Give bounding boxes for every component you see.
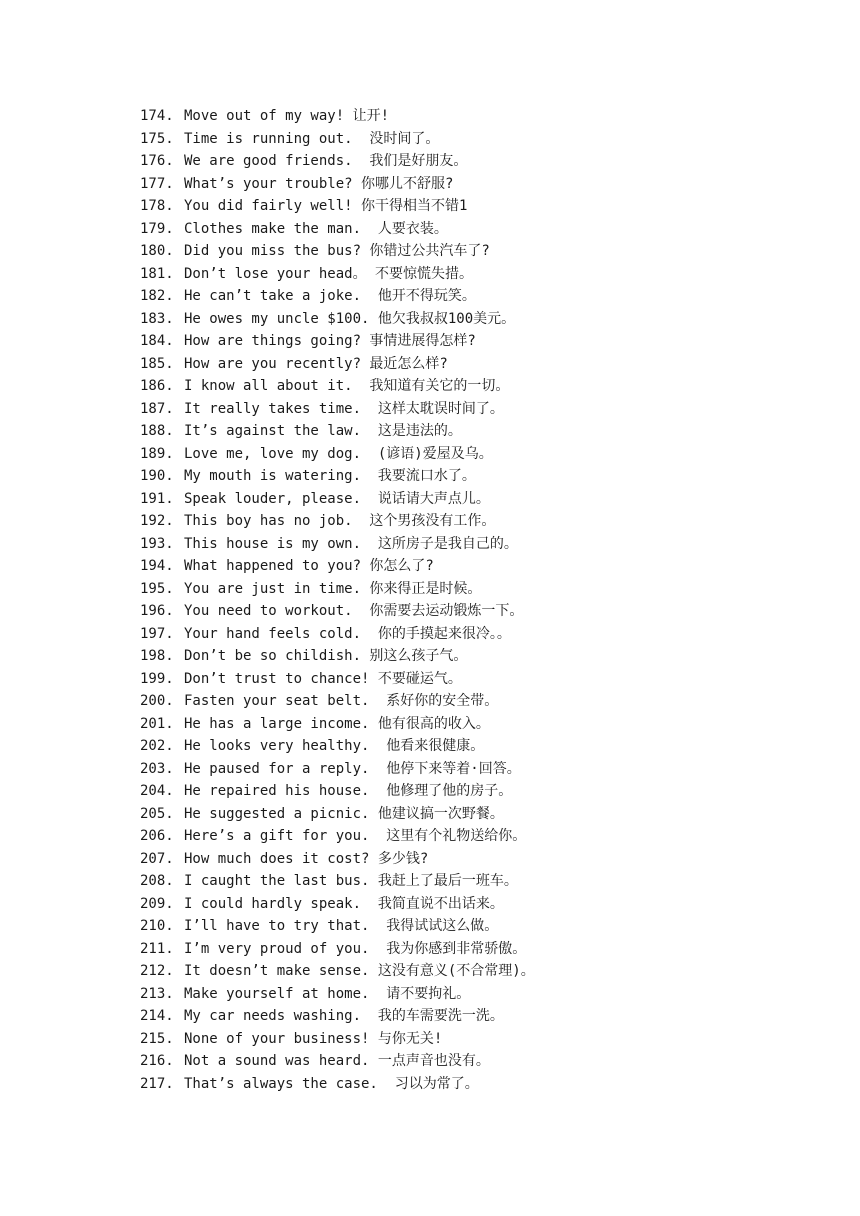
entry-text: Don’t lose your head。 不要惊慌失措。: [184, 265, 474, 282]
phrase-entry: [140, 938, 535, 961]
phrase-entry: [140, 128, 535, 151]
entry-text: Move out of my way! 让开!: [184, 108, 390, 124]
entry-number: 189.: [140, 445, 174, 462]
entry-number: 198.: [140, 648, 174, 664]
entry-number: 205.: [140, 805, 174, 822]
entry-number: 177.: [140, 175, 174, 192]
entry-number: 212.: [140, 963, 174, 979]
entry-number: 193.: [140, 535, 174, 552]
phrase-entry: [140, 263, 535, 286]
entry-number: 187.: [140, 400, 174, 417]
entry-text: Make yourself at home. 请不要拘礼。: [184, 985, 471, 1002]
entry-text: What happened to you? 你怎么了?: [184, 558, 434, 574]
phrase-entry: [140, 375, 535, 398]
entry-number: 185.: [140, 355, 174, 372]
entry-number: 213.: [140, 985, 174, 1002]
entry-number: 199.: [140, 670, 174, 687]
entry-text: This house is my own. 这所房子是我自己的。: [184, 535, 518, 552]
phrase-entry: [140, 825, 535, 848]
entry-number: 203.: [140, 760, 174, 777]
entry-number: 216.: [140, 1053, 174, 1069]
phrase-entry: [140, 173, 535, 196]
entry-number: 183.: [140, 310, 174, 327]
entry-number: 188.: [140, 423, 174, 439]
entry-number: 215.: [140, 1030, 174, 1047]
entry-text: We are good friends. 我们是好朋友。: [184, 153, 468, 169]
entry-number: 184.: [140, 333, 174, 349]
phrase-entry: [140, 668, 535, 691]
entry-text: Fasten your seat belt. 系好你的安全带。: [184, 693, 499, 709]
entry-text: He looks very healthy. 他看来很健康。: [184, 738, 485, 754]
entry-number: 214.: [140, 1008, 174, 1024]
entry-text: It’s against the law. 这是违法的。: [184, 423, 462, 439]
phrase-entry: [140, 690, 535, 713]
phrase-entry: [140, 1050, 535, 1073]
entry-number: 175.: [140, 130, 174, 147]
phrase-entry: [140, 420, 535, 443]
entry-text: I’m very proud of you. 我为你感到非常骄傲。: [184, 940, 527, 957]
phrase-entry: [140, 510, 535, 533]
entry-text: He can’t take a joke. 他开不得玩笑。: [184, 288, 476, 304]
entry-text: It doesn’t make sense. 这没有意义(不合常理)。: [184, 963, 535, 979]
entry-text: He has a large income. 他有很高的收入。: [184, 715, 490, 732]
entry-number: 200.: [140, 693, 174, 709]
phrase-entry: [140, 488, 535, 511]
entry-text: That’s always the case. 习以为常了。: [184, 1075, 479, 1092]
phrase-entry: [140, 645, 535, 668]
phrase-entry: [140, 758, 535, 781]
entry-text: Love me, love my dog. (谚语)爱屋及乌。: [184, 445, 493, 462]
entry-number: 196.: [140, 603, 174, 619]
phrase-entry: [140, 578, 535, 601]
entry-number: 208.: [140, 873, 174, 889]
entry-text: What’s your trouble? 你哪儿不舒服?: [184, 175, 454, 192]
entry-number: 192.: [140, 513, 174, 529]
phrase-entry: [140, 533, 535, 556]
phrase-entry: [140, 398, 535, 421]
entry-number: 217.: [140, 1075, 174, 1092]
entry-text: You need to workout. 你需要去运动锻炼一下。: [184, 603, 524, 619]
phrase-entry: [140, 353, 535, 376]
entry-text: Did you miss the bus? 你错过公共汽车了?: [184, 243, 490, 259]
entry-text: It really takes time. 这样太耽误时间了。: [184, 400, 504, 417]
entry-text: Don’t trust to chance! 不要碰运气。: [184, 670, 462, 687]
entry-text: Not a sound was heard. 一点声音也没有。: [184, 1053, 490, 1069]
entry-number: 204.: [140, 783, 174, 799]
phrase-entry: [140, 915, 535, 938]
phrase-entry: [140, 803, 535, 826]
entry-number: 207.: [140, 850, 174, 867]
phrase-entry: [140, 195, 535, 218]
entry-text: Your hand feels cold. 你的手摸起来很冷。。: [184, 625, 511, 642]
entry-text: Don’t be so childish. 别这么孩子气。: [184, 648, 468, 664]
entry-text: My car needs washing. 我的车需要洗一洗。: [184, 1008, 504, 1024]
phrase-entry: [140, 330, 535, 353]
entry-text: He owes my uncle $100. 他欠我叔叔100美元。: [184, 310, 516, 327]
phrase-entry: [140, 960, 535, 983]
entry-number: 179.: [140, 220, 174, 237]
entry-text: You are just in time. 你来得正是时候。: [184, 580, 482, 597]
phrase-entry: [140, 983, 535, 1006]
phrase-entry: [140, 150, 535, 173]
entry-number: 180.: [140, 243, 174, 259]
phrase-entry: [140, 1028, 535, 1051]
entry-text: Time is running out. 没时间了。: [184, 130, 440, 147]
entry-number: 197.: [140, 625, 174, 642]
entry-number: 202.: [140, 738, 174, 754]
phrase-entry: [140, 780, 535, 803]
entry-number: 181.: [140, 265, 174, 282]
entry-text: I know all about it. 我知道有关它的一切。: [184, 378, 510, 394]
phrase-entry: [140, 308, 535, 331]
phrase-entry: [140, 555, 535, 578]
entry-number: 178.: [140, 198, 174, 214]
entry-text: None of your business! 与你无关!: [184, 1030, 443, 1047]
entry-number: 176.: [140, 153, 174, 169]
phrase-entry: [140, 735, 535, 758]
entry-number: 210.: [140, 918, 174, 934]
entry-number: 191.: [140, 490, 174, 507]
entry-text: Speak louder, please. 说话请大声点儿。: [184, 490, 490, 507]
phrase-entry: [140, 285, 535, 308]
entry-number: 209.: [140, 895, 174, 912]
entry-text: I caught the last bus. 我赶上了最后一班车。: [184, 873, 518, 889]
phrase-entry: [140, 848, 535, 871]
entry-text: My mouth is watering. 我要流口水了。: [184, 468, 476, 484]
phrase-entry: [140, 443, 535, 466]
entry-number: 195.: [140, 580, 174, 597]
phrase-entry: [140, 465, 535, 488]
entry-number: 201.: [140, 715, 174, 732]
entry-number: 211.: [140, 940, 174, 957]
entry-number: 174.: [140, 108, 174, 124]
entry-text: He paused for a reply. 他停下来等着·回答。: [184, 760, 521, 777]
entry-number: 186.: [140, 378, 174, 394]
entry-text: How much does it cost? 多少钱?: [184, 850, 429, 867]
entry-number: 182.: [140, 288, 174, 304]
entry-text: How are you recently? 最近怎么样?: [184, 355, 448, 372]
entry-text: How are things going? 事情进展得怎样?: [184, 333, 476, 349]
entry-text: He repaired his house. 他修理了他的房子。: [184, 783, 513, 799]
phrase-entry: [140, 713, 535, 736]
entry-text: Clothes make the man. 人要衣装。: [184, 220, 448, 237]
phrase-entry: [140, 870, 535, 893]
entry-number: 194.: [140, 558, 174, 574]
phrase-entry: [140, 600, 535, 623]
entry-number: 206.: [140, 828, 174, 844]
entry-text: Here’s a gift for you. 这里有个礼物送给你。: [184, 828, 527, 844]
phrase-entry: [140, 218, 535, 241]
entry-text: He suggested a picnic. 他建议搞一次野餐。: [184, 805, 504, 822]
entry-text: I’ll have to try that. 我得试试这么做。: [184, 918, 499, 934]
phrase-entry: [140, 623, 535, 646]
entry-text: You did fairly well! 你干得相当不错1: [184, 198, 468, 214]
phrase-entry: [140, 1005, 535, 1028]
phrase-entry: [140, 240, 535, 263]
entry-text: I could hardly speak. 我简直说不出话来。: [184, 895, 504, 912]
phrase-entry: [140, 105, 535, 128]
phrase-entry: [140, 893, 535, 916]
phrase-entry: [140, 1073, 535, 1096]
entry-number: 190.: [140, 468, 174, 484]
phrase-list: [140, 105, 535, 1095]
entry-text: This boy has no job. 这个男孩没有工作。: [184, 513, 496, 529]
